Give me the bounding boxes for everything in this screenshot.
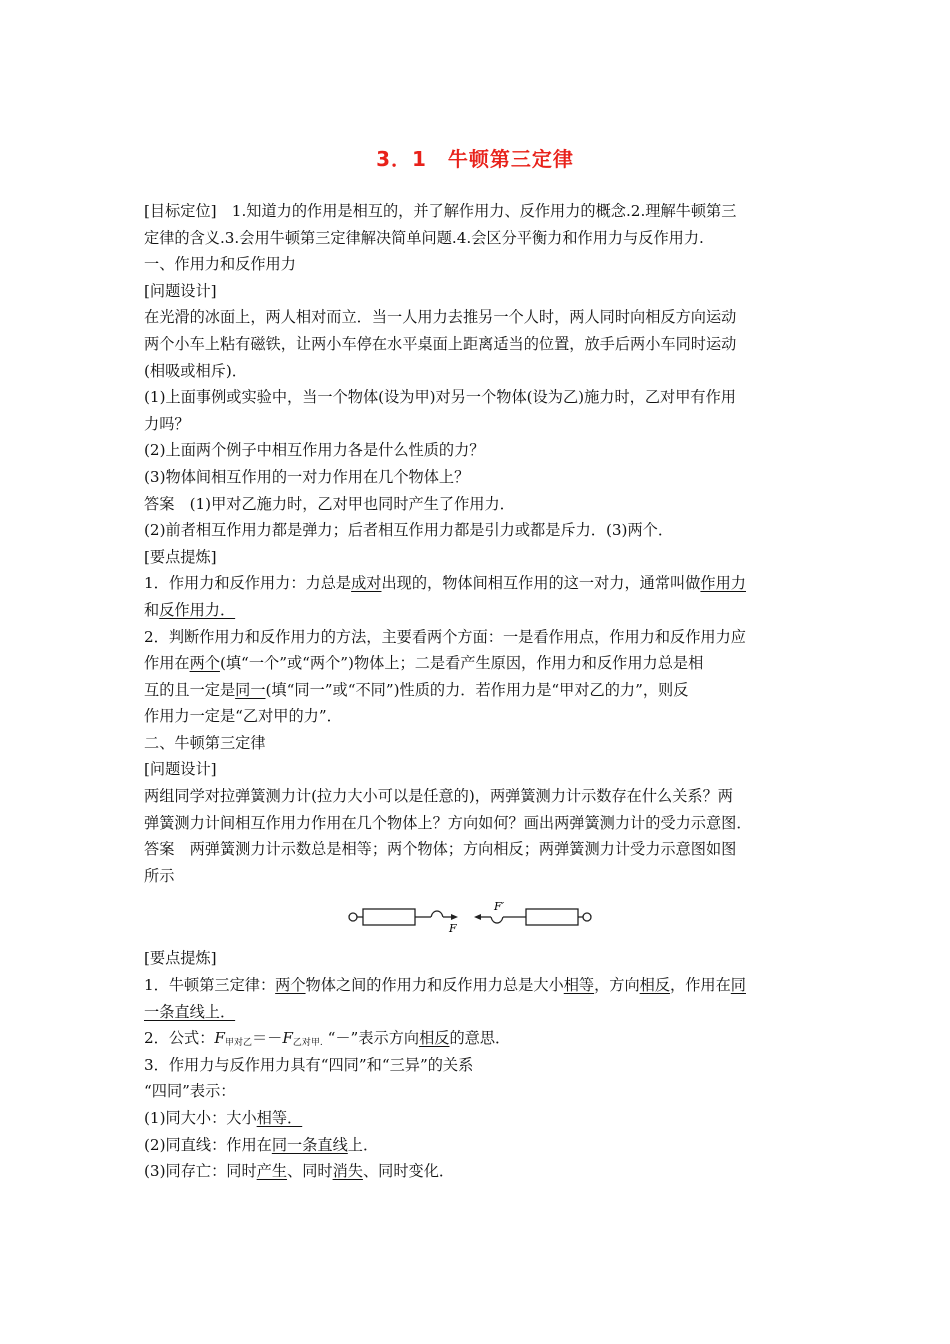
page-title: 3．1 牛顿第三定律 bbox=[376, 147, 574, 171]
key-points-label: [要点提炼] bbox=[144, 949, 217, 968]
same-magnitude: (1)同大小：大小相等． bbox=[144, 1109, 303, 1127]
blank-answer: 一条直线上． bbox=[144, 1002, 236, 1021]
right-ring bbox=[583, 913, 591, 921]
key-point-1-cont: 和反作用力． bbox=[144, 600, 236, 619]
blank-answer: 相等． bbox=[256, 1109, 303, 1127]
key-points-label: [要点提炼] bbox=[144, 547, 217, 566]
paragraph: (相吸或相斥)． bbox=[144, 361, 247, 380]
goal-line-2: 定律的含义.3.会用牛顿第三定律解决简单问题.4.会区分平衡力和作用力与反作用力. bbox=[144, 228, 704, 247]
same-existence: (3)同存亡：同时产生、同时消失、同时变化． bbox=[144, 1162, 455, 1181]
force-diagram-svg bbox=[346, 897, 606, 937]
label-f: F bbox=[449, 922, 457, 936]
blank-answer: 相等 bbox=[563, 976, 595, 995]
blank-answer: 同一条直线 bbox=[271, 1135, 348, 1154]
key-point-2-cont: 作用在两个(填“一个”或“两个”)物体上；二是看产生原因，作用力和反作用力总是相 bbox=[144, 654, 704, 673]
blank-answer: 两个 bbox=[189, 654, 220, 673]
paragraph: 在光滑的冰面上，两人相对而立．当一人用力去推另一个人时，两人同时向相反方向运动 bbox=[144, 308, 737, 327]
left-spring-scale bbox=[363, 909, 415, 925]
key-point-2-cont: 互的且一定是同一(填“同一”或“不同”)性质的力．若作用力是“甲对乙的力”，则反 bbox=[144, 680, 689, 699]
newton-third-law-cont bbox=[144, 999, 808, 1026]
blank-answer: 两个 bbox=[275, 976, 306, 995]
key-point-2-cont: 作用力一定是“乙对甲的力”． bbox=[144, 707, 342, 726]
goal-line-1: [目标定位] 1.知道力的作用是相互的，并了解作用力、反作用力的概念.2.理解牛顿第三 bbox=[144, 202, 737, 220]
question-3: (3)物体间相互作用的一对力作用在几个物体上？ bbox=[144, 467, 470, 486]
blank-answer: 作用力 bbox=[700, 574, 746, 593]
question-1-cont: 力吗？ bbox=[144, 414, 190, 433]
same-line: (2)同直线：作用在同一条直线上． bbox=[144, 1135, 379, 1154]
right-spring-scale bbox=[526, 909, 578, 925]
left-hook bbox=[431, 911, 443, 917]
question-2: (2)上面两个例子中相互作用力各是什么性质的力？ bbox=[144, 441, 485, 460]
document-body bbox=[144, 198, 808, 1185]
paragraph: 弹簧测力计间相互作用力作用在几个物体上？方向如何？画出两弹簧测力计的受力示意图． bbox=[144, 813, 752, 832]
problem-design-label: [问题设计] bbox=[144, 281, 217, 300]
left-ring bbox=[349, 913, 357, 921]
newton-third-law-statement: 1．牛顿第三定律：两个物体之间的作用力和反作用力总是大小相等，方向相反，作用在同 bbox=[144, 976, 746, 995]
formula-line: 2．公式：$F_{甲对乙}=-F_{乙对甲.}$ “－”表示方向相反的意思． bbox=[144, 1029, 511, 1049]
answer-2: (2)前者相互作用力都是弹力；后者相互作用力都是引力或都是斥力．(3)两个． bbox=[144, 521, 674, 540]
key-point-3: 3．作用力与反作用力具有“四同”和“三异”的关系 bbox=[144, 1055, 474, 1074]
label-f-prime: F′ bbox=[494, 900, 505, 914]
blank-answer: 相反 bbox=[639, 976, 671, 995]
section-heading-1: 一、作用力和反作用力 bbox=[144, 255, 296, 274]
blank-answer: 相反 bbox=[419, 1029, 450, 1048]
blank-answer: 同 bbox=[730, 976, 746, 995]
problem-design-label: [问题设计] bbox=[144, 760, 217, 779]
blank-answer: 消失 bbox=[332, 1162, 363, 1181]
right-hook bbox=[491, 917, 503, 923]
answer-cont: 所示 bbox=[144, 866, 175, 885]
paragraph: 两组同学对拉弹簧测力计(拉力大小可以是任意的)，两弹簧测力计示数存在什么关系？两 bbox=[144, 787, 733, 806]
spring-scale-force-diagram bbox=[144, 889, 808, 945]
key-point-1: 1．作用力和反作用力：力总是成对出现的，物体间相互作用的这一对力，通常叫做作用力 bbox=[144, 574, 746, 593]
paragraph: 两个小车上粘有磁铁，让两小车停在水平桌面上距离适当的位置，放手后两小车同时运动 bbox=[144, 334, 737, 353]
four-same-label: “四同”表示： bbox=[144, 1082, 236, 1101]
question-1: (1)上面事例或实验中，当一个物体(设为甲)对另一个物体(设为乙)施力时，乙对甲有作用 bbox=[144, 388, 736, 407]
blank-answer: 反作用力． bbox=[159, 600, 236, 619]
blank-answer: 成对 bbox=[351, 574, 382, 593]
blank-answer: 产生 bbox=[256, 1162, 288, 1181]
answer-1: 答案 (1)甲对乙施力时，乙对甲也同时产生了作用力． bbox=[144, 494, 515, 513]
section-heading-2: 二、牛顿第三定律 bbox=[144, 733, 266, 752]
answer: 答案 两弹簧测力计示数总是相等；两个物体；方向相反；两弹簧测力计受力示意图如图 bbox=[144, 840, 737, 859]
key-point-2: 2．判断作用力和反作用力的方法，主要看两个方面：一是看作用点，作用力和反作用力应 bbox=[144, 627, 746, 646]
blank-answer: 同一 bbox=[235, 680, 266, 699]
